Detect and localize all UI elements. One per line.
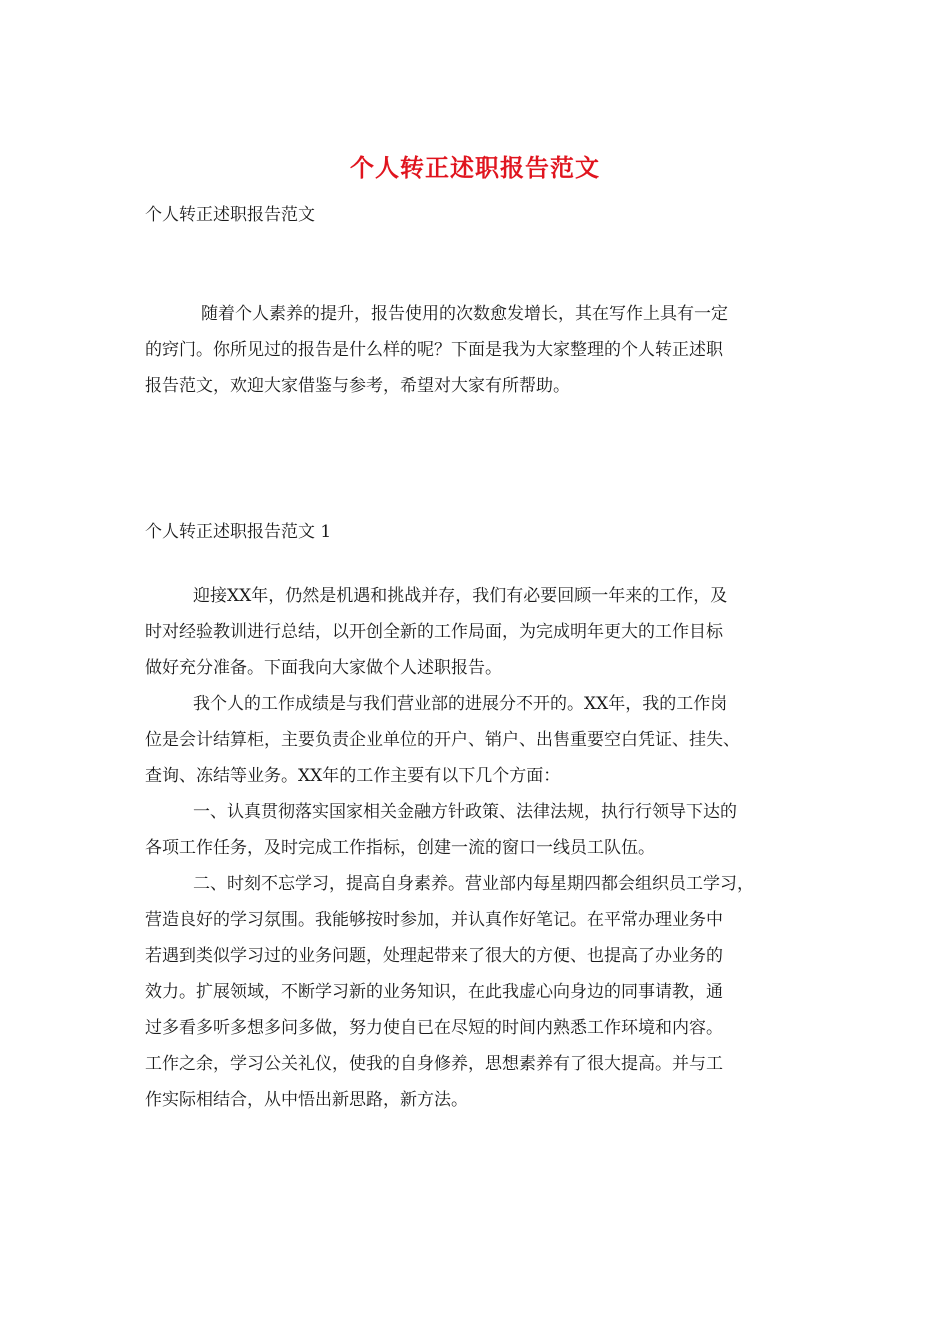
body-line: 查询、冻结等业务。XX年的工作主要有以下几个方面：	[145, 766, 561, 786]
body-line: 迎接XX年，仍然是机遇和挑战并存，我们有必要回顾一年来的工作，及	[193, 586, 728, 606]
body-line: 效力。扩展领域，不断学习新的业务知识，在此我虚心向身边的同事请教，通	[145, 982, 723, 1002]
body-line: 各项工作任务，及时完成工作指标，创建一流的窗口一线员工队伍。	[145, 838, 655, 858]
body-line: 工作之余，学习公关礼仪，使我的自身修养，思想素养有了很大提高。并与工	[145, 1054, 723, 1074]
body-line: 做好充分准备。下面我向大家做个人述职报告。	[145, 658, 502, 678]
intro-line: 的窍门。你所见过的报告是什么样的呢？下面是我为大家整理的个人转正述职	[145, 340, 723, 360]
document-subtitle	[145, 197, 805, 233]
body-line: 过多看多听多想多问多做，努力使自已在尽短的时间内熟悉工作环境和内容。	[145, 1018, 723, 1038]
body-line: 若遇到类似学习过的业务问题，处理起带来了很大的方便、也提高了办业务的	[145, 946, 723, 966]
intro-paragraph	[145, 296, 805, 404]
body-line: 一、认真贯彻落实国家相关金融方针政策、法律法规，执行行领导下达的	[193, 802, 737, 822]
body-line: 营造良好的学习氛围。我能够按时参加，并认真作好笔记。在平常办理业务中	[145, 910, 723, 930]
body-line: 作实际相结合，从中悟出新思路，新方法。	[145, 1090, 468, 1110]
body-line: 位是会计结算柜，主要负责企业单位的开户、销户、出售重要空白凭证、挂失、	[145, 730, 740, 750]
intro-line: 报告范文，欢迎大家借鉴与参考，希望对大家有所帮助。	[145, 376, 570, 396]
section-heading-text: 个人转正述职报告范文 1	[145, 522, 332, 542]
section-heading	[145, 514, 805, 550]
body-line: 我个人的工作成绩是与我们营业部的进展分不开的。XX年，我的工作岗	[193, 694, 728, 714]
subtitle-text: 个人转正述职报告范文	[145, 205, 315, 225]
document-title: 个人转正述职报告范文	[350, 153, 600, 182]
body-line: 二、时刻不忘学习，提高自身素养。营业部内每星期四都会组织员工学习，	[193, 874, 754, 894]
body-text	[145, 578, 805, 1118]
intro-line: 随着个人素养的提升，报告使用的次数愈发增长，其在写作上具有一定	[201, 304, 728, 324]
body-line: 时对经验教训进行总结，以开创全新的工作局面，为完成明年更大的工作目标	[145, 622, 723, 642]
